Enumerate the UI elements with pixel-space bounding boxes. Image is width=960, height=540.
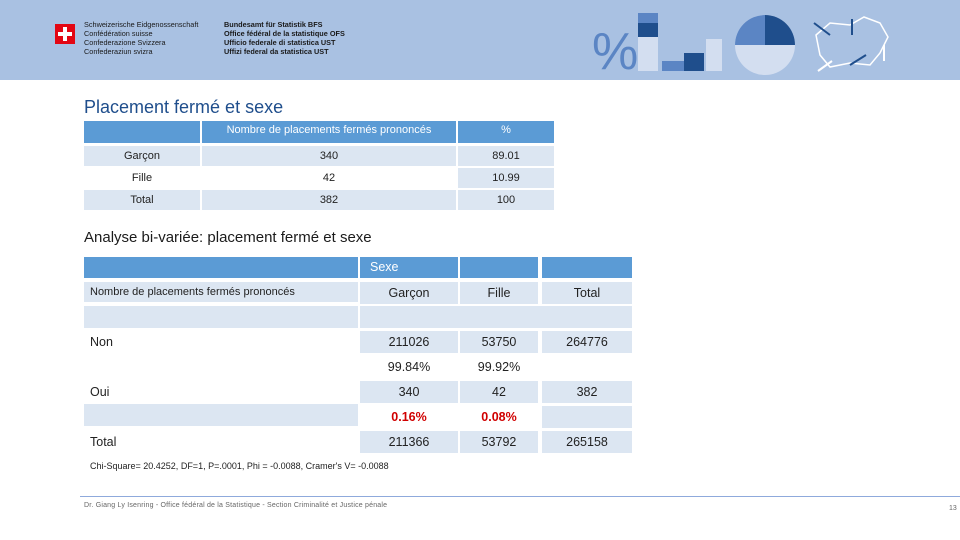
table2-row-oui: Oui	[90, 385, 110, 399]
office-name-de: Bundesamt für Statistik BFS	[224, 20, 323, 29]
page-number: 13	[949, 505, 957, 512]
table1-row-label: Total	[130, 194, 154, 206]
table2-non-pct-garcon: 99.84%	[387, 360, 431, 374]
table1-col-count: Nombre de placements fermés prononcés	[226, 124, 432, 136]
table2-oui-pct-garcon: 0.16%	[391, 410, 427, 424]
swiss-flag-icon	[55, 24, 75, 44]
footer-divider	[80, 496, 960, 497]
office-name-fr: Office fédéral de la statistique OFS	[224, 28, 345, 38]
statistics-graphic-icon	[580, 5, 900, 77]
table2-col-garcon: Garçon	[388, 286, 430, 300]
table2-col-fille: Fille	[487, 286, 511, 300]
confederation-names	[84, 21, 198, 57]
table2-group-header: Sexe	[370, 260, 399, 274]
table1-row-pct: 10.99	[492, 172, 520, 184]
header-band	[0, 0, 960, 80]
percent-icon: %	[592, 23, 639, 77]
org-name-fr: Confédération suisse	[84, 28, 153, 38]
footer-text: Dr. Giang Ly Isenring - Office fédéral de la Statistique - Section Criminalité et Justice pénale	[84, 502, 388, 509]
stats-note: Chi-Square= 20.4252, DF=1, P=.0001, Phi = -0.0088, Cramer's V= -0.0088	[90, 461, 389, 471]
table2-total-fille: 53792	[481, 435, 517, 449]
table1-row-pct: 100	[496, 194, 516, 206]
table2-total-garcon: 211366	[388, 435, 430, 449]
org-name-rm: Confederaziun svizra	[84, 46, 153, 56]
table2-row-non: Non	[90, 335, 113, 349]
table1-row-count: 382	[319, 194, 339, 206]
section1-title: Placement fermé et sexe	[84, 97, 284, 117]
table1-header-blank	[84, 121, 200, 143]
office-name-it: Ufficio federale di statistica UST	[224, 37, 336, 47]
table2-non-fille: 53750	[481, 335, 517, 349]
table2-oui-pct-fille: 0.08%	[481, 410, 517, 424]
table2-oui-garcon: 340	[398, 385, 420, 399]
table2-band	[360, 306, 632, 328]
table2-header-blank	[460, 257, 538, 278]
table2-col-total: Total	[573, 286, 601, 300]
table1-col-pct: %	[501, 124, 511, 136]
section2-title: Analyse bi-variée: placement fermé et sexe	[84, 229, 372, 246]
table1-row-count: 42	[322, 172, 336, 184]
table1-row-pct: 89.01	[492, 150, 520, 162]
table2-total-total: 265158	[566, 435, 608, 449]
table2-row-header: Nombre de placements fermés prononcés	[90, 286, 295, 298]
table1-row-label: Fille	[131, 172, 153, 184]
table2-header-blank	[542, 257, 632, 278]
table2-header-blank	[84, 257, 358, 278]
office-name-rm: Uffizi federal da statistica UST	[224, 46, 329, 56]
table2-band	[84, 306, 358, 328]
table2-oui-fille: 42	[492, 385, 506, 399]
table1-row-count: 340	[319, 150, 339, 162]
table2-oui-total: 382	[576, 385, 598, 399]
table2-non-garcon: 211026	[388, 335, 430, 349]
table2-non-total: 264776	[566, 335, 608, 349]
table1-row-label: Garçon	[123, 150, 161, 162]
table2-row-total: Total	[90, 435, 117, 449]
org-name-de: Schweizerische Eidgenossenschaft	[84, 20, 199, 29]
table2-non-pct-fille: 99.92%	[477, 360, 521, 374]
table2-band	[84, 404, 358, 426]
table2-band	[542, 406, 632, 428]
office-names	[224, 21, 345, 57]
org-name-it: Confederazione Svizzera	[84, 37, 166, 47]
